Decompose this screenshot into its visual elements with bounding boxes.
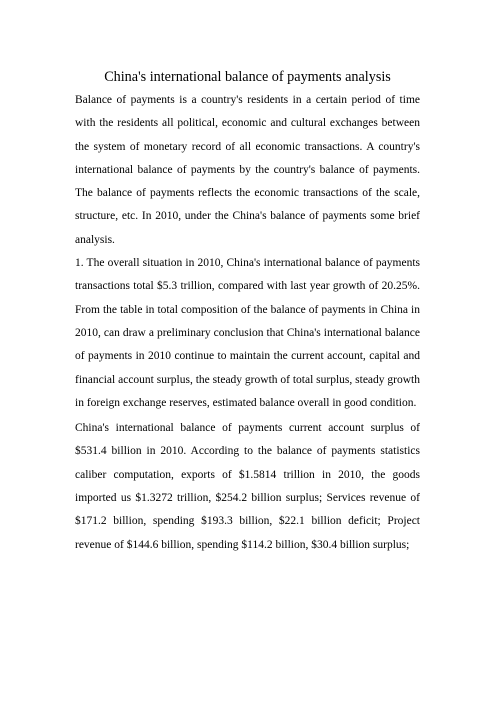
paragraph-intro: Balance of payments is a country's residents in a certain period of time with the residents all political, economic and cultural exchanges between the system of monetary record of all economic transactions. A country's international balance of payments by the country's balance of payments. The balance of payments reflects the economic transactions of the scale, structure, etc. In 2010, under the China's balance of payments some brief analysis. [75, 94, 420, 246]
paragraph-overall-situation: 1. The overall situation in 2010, China's international balance of payments transactions total $5.3 trillion, compared with last year growth of 20.25%. From the table in total composition of the balance of payments in China in 2010, can draw a preliminary conclusion that China's international balance of payments in 2010 continue to maintain the current account, capital and financial account surplus, the steady growth of total surplus, steady growth in foreign exchange reserves, estimated balance overall in good condition. [75, 257, 420, 409]
paragraph-current-account: China's international balance of payments current account surplus of $531.4 billion in 2010. According to the balance of payments statistics caliber computation, exports of $1.5814 trillion in 2010, the goods imported us $1.3272 trillion, $254.2 billion surplus; Services revenue of $171.2 billion, spending $193.3 billion, $22.1 billion deficit; Project revenue of $144.6 billion, spending $114.2 billion, $30.4 billion surplus; [75, 422, 420, 551]
document-body [75, 62, 420, 557]
document-title: China's international balance of payments analysis [104, 69, 391, 85]
